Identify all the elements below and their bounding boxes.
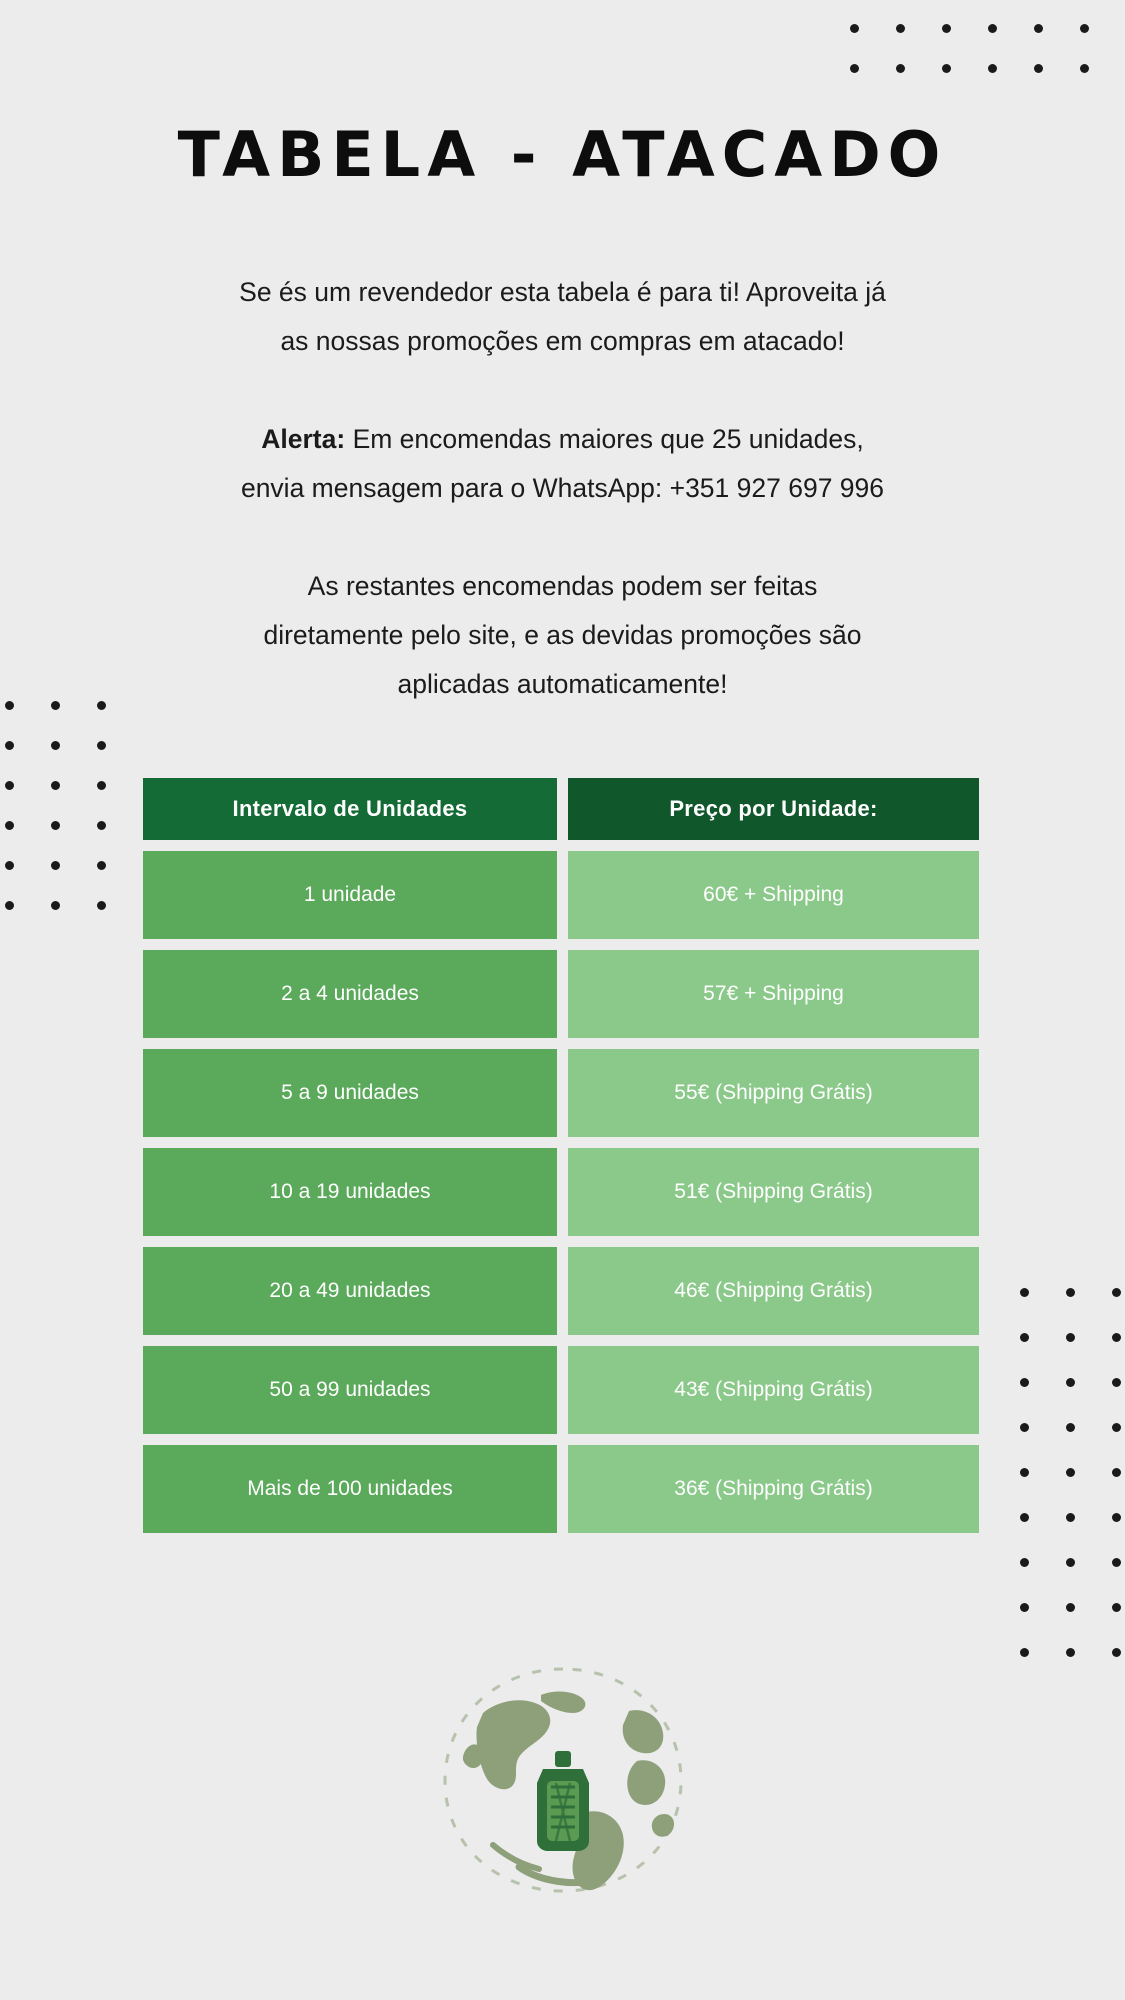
dot-grid-right-icon <box>1001 1270 1125 1675</box>
alert-rest: Em encomendas maiores que 25 unidades, <box>345 424 864 454</box>
table-cell-units: 2 a 4 unidades <box>143 950 557 1038</box>
perfume-bottle-icon <box>537 1751 589 1851</box>
intro-line-1: Se és um revendedor esta tabela é para ti! Aproveita já <box>239 277 886 307</box>
table-cell-units: 50 a 99 unidades <box>143 1346 557 1434</box>
table-cell-units: Mais de 100 unidades <box>143 1445 557 1533</box>
table-row <box>143 1445 979 1533</box>
table-row <box>143 1247 979 1335</box>
table-row <box>143 851 979 939</box>
wholesale-price-table <box>143 778 979 1544</box>
table-row <box>143 950 979 1038</box>
globe-perfume-bottle-logo-icon <box>423 1655 703 1915</box>
intro-line-2: as nossas promoções em compras em atacado! <box>280 326 845 356</box>
table-header-price: Preço por Unidade: <box>568 778 979 840</box>
alert-line-1 <box>70 415 1055 464</box>
intro-line-5: aplicadas automaticamente! <box>397 669 728 699</box>
table-header-row <box>143 778 979 840</box>
brand-logo <box>0 1655 1125 1915</box>
table-row <box>143 1148 979 1236</box>
intro-spacer-2 <box>70 513 1055 562</box>
alert-line-2: envia mensagem para o WhatsApp: +351 927 697 996 <box>240 473 885 503</box>
table-cell-units: 1 unidade <box>143 851 557 939</box>
alert-label: Alerta: <box>261 424 346 454</box>
table-row <box>143 1346 979 1434</box>
table-header-units: Intervalo de Unidades <box>143 778 557 840</box>
intro-line-4: diretamente pelo site, e as devidas promoções são <box>263 620 862 650</box>
table-cell-price: 43€ (Shipping Grátis) <box>568 1346 979 1434</box>
dot-grid-top-right-icon <box>831 8 1107 88</box>
table-cell-price: 51€ (Shipping Grátis) <box>568 1148 979 1236</box>
table-cell-units: 20 a 49 unidades <box>143 1247 557 1335</box>
table-cell-price: 60€ + Shipping <box>568 851 979 939</box>
intro-spacer-1 <box>70 366 1055 415</box>
table-cell-price: 36€ (Shipping Grátis) <box>568 1445 979 1533</box>
intro-text-block <box>70 268 1055 709</box>
dot-grid-left-icon <box>0 685 124 925</box>
table-cell-units: 10 a 19 unidades <box>143 1148 557 1236</box>
table-cell-price: 55€ (Shipping Grátis) <box>568 1049 979 1137</box>
table-cell-price: 57€ + Shipping <box>568 950 979 1038</box>
table-cell-units: 5 a 9 unidades <box>143 1049 557 1137</box>
table-cell-price: 46€ (Shipping Grátis) <box>568 1247 979 1335</box>
intro-line-3: As restantes encomendas podem ser feitas <box>307 571 818 601</box>
page-title: TABELA - ATACADO <box>177 118 948 191</box>
table-row <box>143 1049 979 1137</box>
